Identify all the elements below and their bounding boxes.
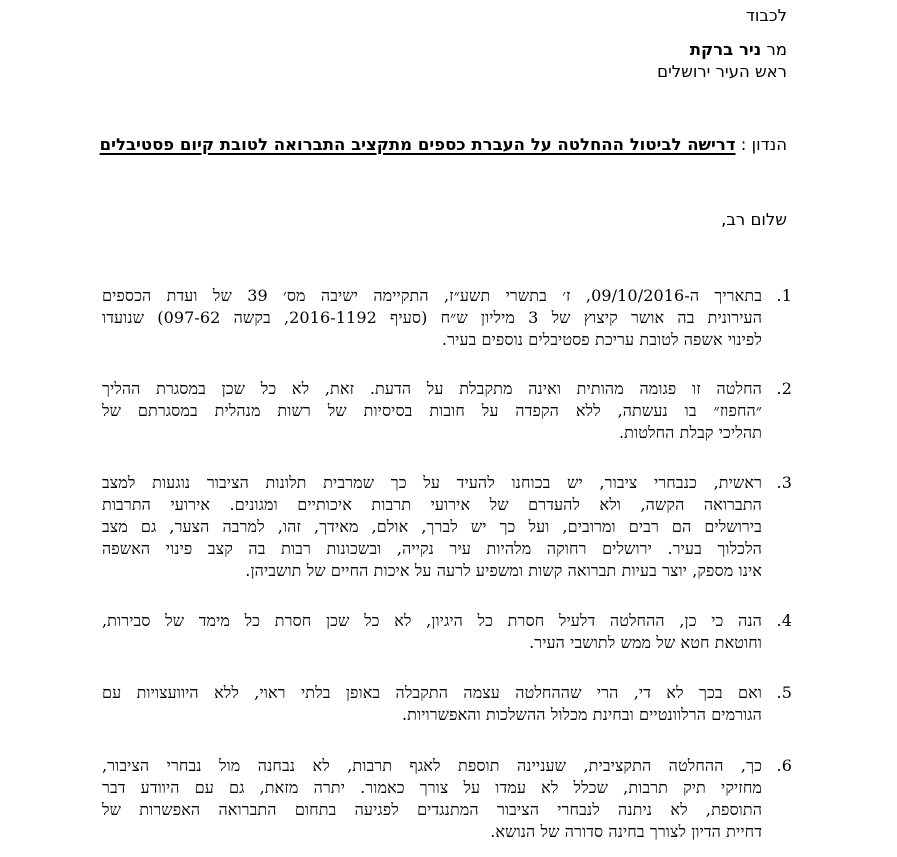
paragraph-line: לפינוי אשפה לטובת עריכת פסטיבלים נוספים בעיר.: [441, 330, 762, 349]
subject-text: דרישה לביטול ההחלטה על העברת כספים מתקציב התברואה לטובת קיום פסטיבלים: [99, 135, 736, 154]
paragraph-body: [102, 755, 762, 843]
subject-label: הנדון :: [740, 135, 787, 154]
greeting: שלום רב,: [721, 210, 787, 229]
paragraph-line: ראשית, כנבחרי ציבור, יש בכוחנו להעיד על כך שמרבית תלונות הציבור נוגעות למצב: [102, 473, 762, 492]
paragraph-number: 5.: [776, 683, 792, 702]
paragraph-line: ואם בכך לא די, הרי שההחלטה עצמה התקבלה באופן בלתי ראוי, ללא היוועצויות עם: [102, 683, 762, 702]
paragraph-body: [102, 378, 762, 444]
paragraph-line: וחוטאת חטא של ממש לתושבי העיר.: [529, 633, 762, 652]
paragraph-line: בירושלים הם רבים ומרובים, ועל כך יש לברך, אולם, מאידך, זהו, למרבה הצער, גם מצב: [102, 517, 762, 536]
paragraph-number: 3.: [776, 473, 792, 492]
paragraph-line: דחיית הדיון לצורך בחינה סדורה של הנושא.: [490, 822, 762, 841]
paragraph-line: בתאריך ה-09/10/2016, ז׳ בתשרי תשע״ז, התקיימה ישיבה מס׳ 39 של ועדת הכספים: [102, 286, 763, 305]
subject-line: [100, 135, 787, 155]
paragraph-line: העירונית בה אושר קיצוץ של 3 מיליון ש״ח (סעיף 2016-1192, בקשה 097-62) שנועדו: [102, 308, 763, 327]
paragraph-number: 6.: [776, 756, 792, 775]
paragraph-line: הלכלוך בעיר. ירושלים רחוקה מלהיות עיר נקייה, ובשכונות רבות בה קצב פינוי האשפה: [102, 539, 762, 558]
recipient-prefix: מר: [766, 40, 787, 59]
paragraph-line: התוספת, לא ניתנה לנבחרי הציבור המתנגדים לפגיעה בתחום התברואה האפשרות של: [102, 800, 762, 819]
paragraph-number: 1.: [776, 286, 792, 305]
recipient-title: ראש העיר ירושלים: [657, 62, 787, 81]
recipient-line: [690, 40, 787, 60]
paragraph-line: מחזיקי תיק תרבות, שכלל לא עמדו על צורך כאמור. יתרה מזאת, גם עם היוודע דבר: [102, 778, 762, 797]
paragraph-line: תהליכי קבלת החלטות.: [618, 423, 762, 442]
paragraph-line: ״החפוז״ בו נעשתה, ללא הקפדה על חובות בסיסיות של רשות מנהלית במסגרתם של: [102, 401, 762, 420]
paragraph-number: 2.: [776, 379, 792, 398]
paragraph-line: החלטה זו פגומה מהותית ואינה מתקבלת על הדעת. זאת, לא כל שכן במסגרת ההליך: [102, 379, 762, 398]
paragraph-body: [102, 285, 762, 351]
paragraph-line: הנה כי כן, ההחלטה דלעיל חסרת כל היגיון, לא כל שכן חסרת כל מימד של סבירות,: [102, 611, 762, 630]
paragraph-number: 4.: [776, 611, 792, 630]
paragraph-body: [102, 610, 762, 654]
paragraph-line: אינו מספק, יוצר בעיות תברואה קשות ומשפיע לרעה על איכות החיים של תושביהן.: [245, 561, 762, 580]
paragraph-line: התברואה הקשה, ולא להעדרם של אירועי תרבות איכותיים ומגונים. אירועי התרבות: [102, 495, 762, 514]
paragraph-body: [102, 682, 762, 726]
salutation-to: לכבוד: [745, 6, 787, 25]
recipient-name: ניר ברקת: [689, 40, 762, 59]
paragraph-line: הגורמים הרלוונטיים ובחינת מכלול ההשלכות והאפשרויות.: [402, 705, 762, 724]
paragraph-body: [102, 472, 762, 582]
paragraph-line: כך, ההחלטה התקציבית, שעניינה תוספת לאגף תרבות, לא נבחנה מול נבחרי הציבור,: [102, 756, 762, 775]
